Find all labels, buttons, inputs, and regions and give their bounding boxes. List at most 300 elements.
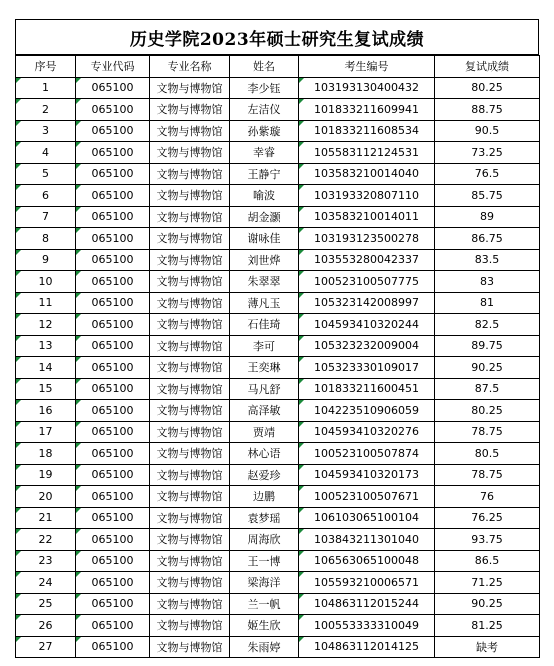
cell-text: 104863112014125 — [314, 640, 419, 654]
cell-text: 90.25 — [471, 597, 503, 611]
score-cell[interactable] — [435, 77, 540, 99]
cell-text: 065100 — [91, 489, 134, 503]
table-row — [16, 249, 540, 271]
candidate-id-cell[interactable] — [299, 378, 435, 400]
score-cell[interactable] — [435, 593, 540, 615]
major-name-cell[interactable] — [150, 464, 230, 486]
cell-text: 文物与博物馆 — [156, 404, 223, 418]
cell-text: 065100 — [91, 532, 134, 546]
score-cell[interactable] — [435, 421, 540, 443]
text-number-marker-icon — [16, 551, 21, 556]
cell-text: 6 — [42, 188, 49, 202]
score-table — [15, 55, 540, 658]
cell-text: 103843211301040 — [314, 532, 419, 546]
table-row — [16, 206, 540, 228]
cell-text: 105323330109017 — [314, 360, 419, 374]
major-name-cell[interactable] — [150, 357, 230, 379]
cell-text: 22 — [38, 532, 53, 546]
cell-text: 11 — [38, 296, 53, 310]
text-number-marker-icon — [16, 529, 21, 534]
score-cell[interactable] — [435, 357, 540, 379]
score-cell[interactable] — [435, 486, 540, 508]
table-row — [16, 507, 540, 529]
candidate-id-cell[interactable] — [299, 163, 435, 185]
table-row — [16, 228, 540, 250]
cell-text: 文物与博物馆 — [156, 167, 223, 181]
text-number-marker-icon — [76, 508, 81, 513]
major-name-cell[interactable] — [150, 120, 230, 142]
name-cell[interactable] — [230, 550, 299, 572]
major-code-cell[interactable] — [76, 335, 150, 357]
score-cell[interactable] — [435, 615, 540, 637]
candidate-id-cell[interactable] — [299, 400, 435, 422]
score-cell[interactable] — [435, 335, 540, 357]
major-code-cell[interactable] — [76, 142, 150, 164]
score-cell[interactable] — [435, 464, 540, 486]
score-cell[interactable] — [435, 120, 540, 142]
text-number-marker-icon — [16, 228, 21, 233]
name-cell[interactable] — [230, 400, 299, 422]
cell-text: 文物与博物馆 — [156, 189, 223, 203]
cell-text: 文物与博物馆 — [156, 103, 223, 117]
cell-text: 76 — [480, 489, 494, 503]
index-cell[interactable] — [16, 507, 76, 529]
major-name-cell[interactable] — [150, 228, 230, 250]
score-cell[interactable] — [435, 292, 540, 314]
major-name-cell[interactable] — [150, 185, 230, 207]
text-number-marker-icon — [76, 594, 81, 599]
index-cell[interactable] — [16, 378, 76, 400]
cell-text: 065100 — [91, 554, 134, 568]
name-cell[interactable] — [230, 163, 299, 185]
cell-text: 文物与博物馆 — [156, 232, 223, 246]
cell-text: 20 — [38, 489, 53, 503]
cell-text: 袁梦瑶 — [247, 511, 281, 525]
table-row — [16, 77, 540, 99]
table-row — [16, 572, 540, 594]
major-name-cell[interactable] — [150, 249, 230, 271]
cell-text: 78.75 — [471, 468, 503, 482]
cell-text: 谢咏佳 — [247, 232, 281, 246]
text-number-marker-icon — [299, 78, 304, 83]
cell-text: 文物与博物馆 — [156, 124, 223, 138]
header-row — [16, 56, 540, 78]
table-row — [16, 357, 540, 379]
score-cell[interactable] — [435, 228, 540, 250]
cell-text: 李可 — [253, 339, 275, 353]
index-cell[interactable] — [16, 142, 76, 164]
cell-text: 105323142008997 — [314, 296, 419, 310]
text-number-marker-icon — [76, 615, 81, 620]
cell-text: 王静宁 — [247, 167, 281, 181]
table-row — [16, 142, 540, 164]
name-cell[interactable] — [230, 335, 299, 357]
cell-text: 文物与博物馆 — [156, 619, 223, 633]
index-cell[interactable] — [16, 228, 76, 250]
cell-text: 105583112124531 — [314, 145, 419, 159]
header-cell-name[interactable]: 姓名 — [230, 56, 299, 78]
cell-text: 93.75 — [471, 532, 503, 546]
cell-text: 106563065100048 — [314, 554, 419, 568]
candidate-id-cell[interactable] — [299, 593, 435, 615]
major-code-cell[interactable] — [76, 615, 150, 637]
major-name-cell[interactable] — [150, 615, 230, 637]
index-cell[interactable] — [16, 163, 76, 185]
index-cell[interactable] — [16, 421, 76, 443]
text-number-marker-icon — [76, 78, 81, 83]
cell-text: 薄凡玉 — [247, 296, 281, 310]
major-code-cell[interactable] — [76, 163, 150, 185]
index-cell[interactable] — [16, 615, 76, 637]
name-cell[interactable] — [230, 572, 299, 594]
major-name-cell[interactable] — [150, 378, 230, 400]
major-name-cell[interactable] — [150, 292, 230, 314]
major-code-cell[interactable] — [76, 443, 150, 465]
cell-text: 文物与博物馆 — [156, 640, 223, 654]
index-cell[interactable] — [16, 486, 76, 508]
name-cell[interactable] — [230, 185, 299, 207]
text-number-marker-icon — [16, 357, 21, 362]
text-number-marker-icon — [76, 207, 81, 212]
name-cell[interactable] — [230, 636, 299, 658]
name-cell[interactable] — [230, 357, 299, 379]
cell-text: 81.25 — [471, 618, 503, 632]
index-cell[interactable] — [16, 292, 76, 314]
major-code-cell[interactable] — [76, 378, 150, 400]
major-code-cell[interactable] — [76, 400, 150, 422]
major-code-cell[interactable] — [76, 357, 150, 379]
name-cell[interactable] — [230, 77, 299, 99]
candidate-id-cell[interactable] — [299, 421, 435, 443]
name-cell[interactable] — [230, 314, 299, 336]
cell-text: 065100 — [91, 640, 134, 654]
index-cell[interactable] — [16, 120, 76, 142]
major-name-cell[interactable] — [150, 335, 230, 357]
candidate-id-cell[interactable] — [299, 292, 435, 314]
score-cell[interactable] — [435, 529, 540, 551]
major-code-cell[interactable] — [76, 271, 150, 293]
candidate-id-cell[interactable] — [299, 550, 435, 572]
major-name-cell[interactable] — [150, 142, 230, 164]
text-number-marker-icon — [299, 615, 304, 620]
cell-text: 86.75 — [471, 231, 503, 245]
header-cell-candidate-id[interactable]: 考生编号 — [299, 56, 435, 78]
major-code-cell[interactable] — [76, 421, 150, 443]
score-cell[interactable] — [435, 378, 540, 400]
text-number-marker-icon — [76, 379, 81, 384]
major-name-cell[interactable] — [150, 507, 230, 529]
major-name-cell[interactable] — [150, 443, 230, 465]
cell-text: 104593410320173 — [314, 468, 419, 482]
cell-text: 100523100507775 — [314, 274, 419, 288]
cell-text: 周海欣 — [247, 533, 281, 547]
cell-text: 文物与博物馆 — [156, 597, 223, 611]
index-cell[interactable] — [16, 550, 76, 572]
candidate-id-cell[interactable] — [299, 357, 435, 379]
name-cell[interactable] — [230, 464, 299, 486]
name-cell[interactable] — [230, 206, 299, 228]
name-cell[interactable] — [230, 249, 299, 271]
candidate-id-cell[interactable] — [299, 120, 435, 142]
index-cell[interactable] — [16, 593, 76, 615]
major-code-cell[interactable] — [76, 486, 150, 508]
cell-text: 文物与博物馆 — [156, 511, 223, 525]
cell-text: 文物与博物馆 — [156, 253, 223, 267]
text-number-marker-icon — [76, 185, 81, 190]
name-cell[interactable] — [230, 593, 299, 615]
candidate-id-cell[interactable] — [299, 249, 435, 271]
name-cell[interactable] — [230, 142, 299, 164]
major-code-cell[interactable] — [76, 314, 150, 336]
index-cell[interactable] — [16, 636, 76, 658]
cell-text: 胡金灏 — [247, 210, 281, 224]
cell-text: 边鹏 — [253, 490, 275, 504]
cell-text: 赵爱珍 — [247, 468, 281, 482]
name-cell[interactable] — [230, 99, 299, 121]
index-cell[interactable] — [16, 572, 76, 594]
name-cell[interactable] — [230, 486, 299, 508]
cell-text: 梁海洋 — [247, 576, 281, 590]
score-cell[interactable] — [435, 572, 540, 594]
cell-text: 文物与博物馆 — [156, 318, 223, 332]
name-cell[interactable] — [230, 271, 299, 293]
score-cell[interactable] — [435, 163, 540, 185]
major-name-cell[interactable] — [150, 271, 230, 293]
name-cell[interactable] — [230, 120, 299, 142]
text-number-marker-icon — [299, 443, 304, 448]
header-cell-major-code[interactable]: 专业代码 — [76, 56, 150, 78]
major-name-cell[interactable] — [150, 593, 230, 615]
text-number-marker-icon — [299, 400, 304, 405]
table-row — [16, 120, 540, 142]
cell-text: 065100 — [91, 102, 134, 116]
major-name-cell[interactable] — [150, 486, 230, 508]
cell-text: 文物与博物馆 — [156, 210, 223, 224]
major-code-cell[interactable] — [76, 593, 150, 615]
cell-text: 90.5 — [474, 124, 500, 138]
candidate-id-cell[interactable] — [299, 507, 435, 529]
text-number-marker-icon — [299, 164, 304, 169]
index-cell[interactable] — [16, 443, 76, 465]
index-cell[interactable] — [16, 249, 76, 271]
score-cell[interactable] — [435, 142, 540, 164]
score-cell[interactable] — [435, 400, 540, 422]
cell-text: 文物与博物馆 — [156, 576, 223, 590]
major-name-cell[interactable] — [150, 636, 230, 658]
cell-text: 3 — [42, 124, 49, 138]
score-cell[interactable] — [435, 185, 540, 207]
text-number-marker-icon — [76, 400, 81, 405]
cell-text: 065100 — [91, 446, 134, 460]
major-code-cell[interactable] — [76, 529, 150, 551]
candidate-id-cell[interactable] — [299, 228, 435, 250]
index-cell[interactable] — [16, 529, 76, 551]
candidate-id-cell[interactable] — [299, 335, 435, 357]
candidate-id-cell[interactable] — [299, 99, 435, 121]
score-cell[interactable] — [435, 271, 540, 293]
candidate-id-cell[interactable] — [299, 636, 435, 658]
score-cell[interactable] — [435, 443, 540, 465]
major-name-cell[interactable] — [150, 206, 230, 228]
major-code-cell[interactable] — [76, 464, 150, 486]
candidate-id-cell[interactable] — [299, 529, 435, 551]
text-number-marker-icon — [16, 572, 21, 577]
text-number-marker-icon — [76, 336, 81, 341]
major-code-cell[interactable] — [76, 77, 150, 99]
cell-text: 文物与博物馆 — [156, 81, 223, 95]
major-code-cell[interactable] — [76, 228, 150, 250]
name-cell[interactable] — [230, 421, 299, 443]
index-cell[interactable] — [16, 185, 76, 207]
cell-text: 065100 — [91, 511, 134, 525]
major-code-cell[interactable] — [76, 120, 150, 142]
score-cell[interactable] — [435, 99, 540, 121]
index-cell[interactable] — [16, 314, 76, 336]
text-number-marker-icon — [76, 572, 81, 577]
table-body — [16, 77, 540, 658]
cell-text: 101833211600451 — [314, 382, 419, 396]
cell-text: 王一博 — [247, 554, 281, 568]
text-number-marker-icon — [76, 443, 81, 448]
name-cell[interactable] — [230, 443, 299, 465]
name-cell[interactable] — [230, 292, 299, 314]
cell-text: 17 — [38, 425, 53, 439]
index-cell[interactable] — [16, 400, 76, 422]
text-number-marker-icon — [16, 78, 21, 83]
candidate-id-cell[interactable] — [299, 206, 435, 228]
candidate-id-cell[interactable] — [299, 314, 435, 336]
cell-text: 105323232009004 — [314, 339, 419, 353]
score-cell[interactable] — [435, 249, 540, 271]
table-row — [16, 443, 540, 465]
candidate-id-cell[interactable] — [299, 185, 435, 207]
name-cell[interactable] — [230, 507, 299, 529]
text-number-marker-icon — [76, 121, 81, 126]
major-name-cell[interactable] — [150, 314, 230, 336]
major-code-cell[interactable] — [76, 292, 150, 314]
candidate-id-cell[interactable] — [299, 77, 435, 99]
major-name-cell[interactable] — [150, 529, 230, 551]
text-number-marker-icon — [299, 314, 304, 319]
text-number-marker-icon — [299, 594, 304, 599]
score-cell[interactable] — [435, 636, 540, 658]
candidate-id-cell[interactable] — [299, 443, 435, 465]
major-name-cell[interactable] — [150, 400, 230, 422]
index-cell[interactable] — [16, 464, 76, 486]
sheet-title-cell[interactable] — [15, 19, 539, 55]
cell-text: 4 — [42, 145, 49, 159]
major-name-cell[interactable] — [150, 77, 230, 99]
candidate-id-cell[interactable] — [299, 271, 435, 293]
index-cell[interactable] — [16, 206, 76, 228]
text-number-marker-icon — [299, 228, 304, 233]
cell-text: 89 — [480, 210, 494, 224]
major-name-cell[interactable] — [150, 550, 230, 572]
cell-text: 12 — [38, 317, 53, 331]
major-name-cell[interactable] — [150, 421, 230, 443]
name-cell[interactable] — [230, 529, 299, 551]
cell-text: 065100 — [91, 210, 134, 224]
candidate-id-cell[interactable] — [299, 615, 435, 637]
major-name-cell[interactable] — [150, 572, 230, 594]
cell-text: 88.75 — [471, 102, 503, 116]
major-name-cell[interactable] — [150, 99, 230, 121]
header-cell-score[interactable]: 复试成绩 — [435, 56, 540, 78]
index-cell[interactable] — [16, 335, 76, 357]
text-number-marker-icon — [76, 637, 81, 642]
major-code-cell[interactable] — [76, 507, 150, 529]
cell-text: 065100 — [91, 339, 134, 353]
score-cell[interactable] — [435, 206, 540, 228]
cell-text: 7 — [42, 210, 49, 224]
cell-text: 石佳琦 — [247, 318, 281, 332]
cell-text: 106103065100104 — [314, 511, 419, 525]
table-row — [16, 615, 540, 637]
cell-text: 文物与博物馆 — [156, 275, 223, 289]
cell-text: 89.75 — [471, 339, 503, 353]
cell-text: 83 — [480, 274, 494, 288]
text-number-marker-icon — [16, 99, 21, 104]
text-number-marker-icon — [299, 486, 304, 491]
index-cell[interactable] — [16, 77, 76, 99]
cell-text: 缺考 — [476, 640, 498, 654]
major-code-cell[interactable] — [76, 206, 150, 228]
index-cell[interactable] — [16, 99, 76, 121]
name-cell[interactable] — [230, 615, 299, 637]
header-cell-index[interactable]: 序号 — [16, 56, 76, 78]
cell-text: 101833211609941 — [314, 102, 419, 116]
name-cell[interactable] — [230, 378, 299, 400]
index-cell[interactable] — [16, 357, 76, 379]
cell-text: 103553280042337 — [314, 253, 419, 267]
score-cell[interactable] — [435, 550, 540, 572]
cell-text: 065100 — [91, 145, 134, 159]
cell-text: 文物与博物馆 — [156, 146, 223, 160]
name-cell[interactable] — [230, 228, 299, 250]
score-cell[interactable] — [435, 507, 540, 529]
candidate-id-cell[interactable] — [299, 486, 435, 508]
text-number-marker-icon — [299, 293, 304, 298]
candidate-id-cell[interactable] — [299, 572, 435, 594]
table-row — [16, 529, 540, 551]
major-code-cell[interactable] — [76, 185, 150, 207]
text-number-marker-icon — [299, 250, 304, 255]
index-cell[interactable] — [16, 271, 76, 293]
major-code-cell[interactable] — [76, 636, 150, 658]
text-number-marker-icon — [299, 121, 304, 126]
cell-text: 83.5 — [474, 253, 500, 267]
text-number-marker-icon — [16, 615, 21, 620]
cell-text: 文物与博物馆 — [156, 533, 223, 547]
candidate-id-cell[interactable] — [299, 464, 435, 486]
cell-text: 5 — [42, 167, 49, 181]
major-code-cell[interactable] — [76, 550, 150, 572]
candidate-id-cell[interactable] — [299, 142, 435, 164]
header-cell-major-name[interactable]: 专业名称 — [150, 56, 230, 78]
table-row — [16, 163, 540, 185]
major-code-cell[interactable] — [76, 249, 150, 271]
score-cell[interactable] — [435, 314, 540, 336]
major-code-cell[interactable] — [76, 99, 150, 121]
table-row — [16, 314, 540, 336]
text-number-marker-icon — [299, 508, 304, 513]
major-name-cell[interactable] — [150, 163, 230, 185]
major-code-cell[interactable] — [76, 572, 150, 594]
cell-text: 065100 — [91, 188, 134, 202]
cell-text: 71.25 — [471, 575, 503, 589]
text-number-marker-icon — [299, 357, 304, 362]
cell-text: 103583210014011 — [314, 210, 419, 224]
